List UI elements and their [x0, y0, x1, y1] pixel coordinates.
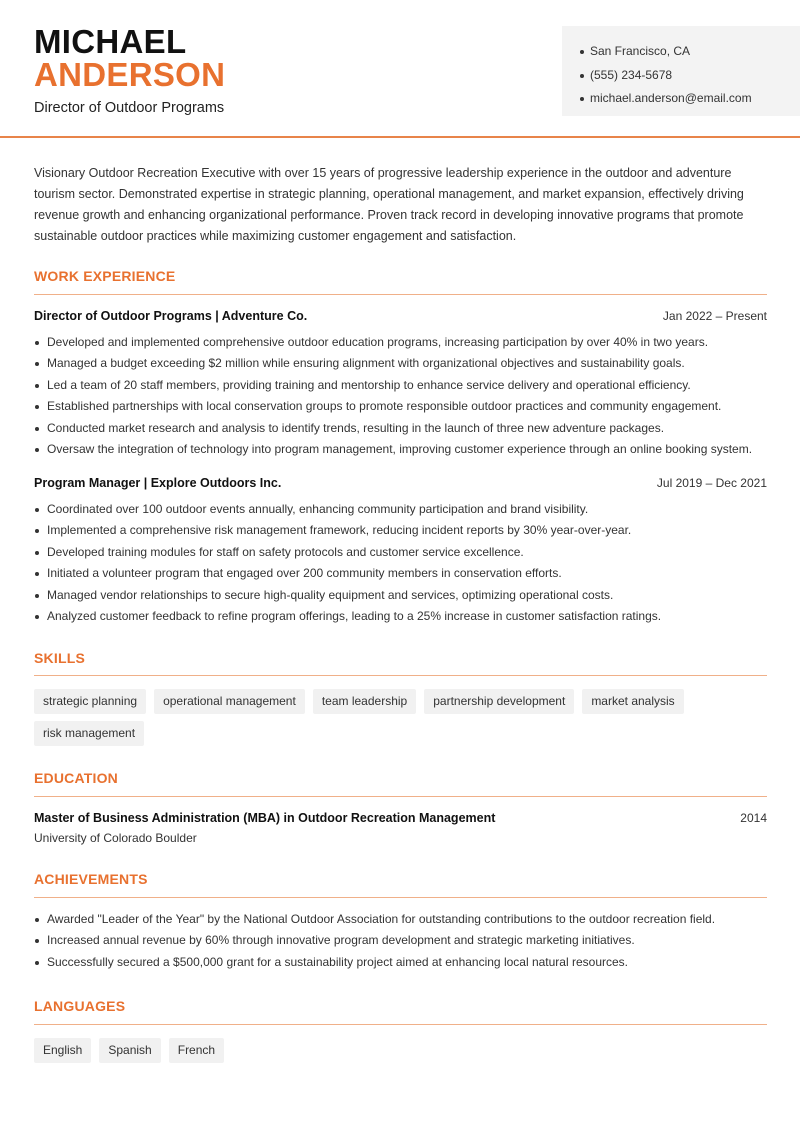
summary: Visionary Outdoor Recreation Executive with over 15 years of progressive leadership experience in the outdoor and adventure tourism sector. Demonstrated expertise in strategic planning, operational management, and market expansion, effectively driving revenue growth and enhancing organizational performance. Proven track record in developing innovative programs that promote sustainable outdoor practices while maximizing customer engagement and satisfaction.	[34, 166, 744, 243]
list-item: Managed a budget exceeding $2 million while ensuring alignment with organizational objectives and sustainability goals.	[34, 353, 774, 374]
list-item: Analyzed customer feedback to refine program offerings, leading to a 25% increase in customer satisfaction ratings.	[34, 606, 774, 627]
job-title: Director of Outdoor Programs	[34, 100, 225, 116]
job-bullets	[34, 332, 774, 460]
contact-list	[580, 40, 800, 111]
skills-heading: SKILLS	[34, 650, 85, 666]
job-dates: Jul 2019 – Dec 2021	[656, 476, 767, 490]
achievements-list	[34, 909, 774, 973]
last-name: ANDERSON	[34, 56, 226, 93]
skill-chip: strategic planning	[34, 689, 146, 714]
skill-chip: team leadership	[313, 689, 416, 714]
first-name: MICHAEL	[34, 23, 187, 60]
language-chip: Spanish	[99, 1038, 160, 1063]
job-role: Director of Outdoor Programs | Adventure Co.	[34, 309, 308, 323]
education-header	[34, 811, 767, 829]
contact-location: San Francisco, CA	[580, 40, 800, 64]
contact-phone: (555) 234-5678	[580, 64, 800, 88]
section-divider	[34, 1024, 767, 1025]
achievements-heading: ACHIEVEMENTS	[34, 871, 148, 887]
list-item: Conducted market research and analysis to identify trends, resulting in the launch of three new adventure packages.	[34, 418, 774, 439]
job-role: Program Manager | Explore Outdoors Inc.	[34, 476, 282, 490]
degree: Master of Business Administration (MBA) in Outdoor Recreation Management	[34, 811, 496, 825]
list-item: Awarded "Leader of the Year" by the National Outdoor Association for outstanding contributions to the outdoor recreation field.	[34, 909, 774, 930]
resume-header	[0, 0, 800, 138]
job-bullets	[34, 499, 774, 627]
skills-list	[34, 689, 774, 746]
languages-heading: LANGUAGES	[34, 998, 126, 1014]
skill-chip: operational management	[154, 689, 305, 714]
list-item: Led a team of 20 staff members, providing training and mentorship to enhance service delivery and operational efficiency.	[34, 375, 774, 396]
list-item: Established partnerships with local conservation groups to promote responsible outdoor practices and community engagement.	[34, 396, 774, 417]
school-name: University of Colorado Boulder	[34, 831, 197, 845]
job-header	[34, 309, 767, 327]
list-item: Successfully secured a $500,000 grant for a sustainability project aimed at enhancing local natural resources.	[34, 952, 774, 973]
contact-email[interactable]: michael.anderson@email.com	[580, 87, 800, 111]
list-item: Oversaw the integration of technology into program management, improving customer experience through an online booking system.	[34, 439, 774, 460]
language-chip: English	[34, 1038, 91, 1063]
list-item: Developed and implemented comprehensive outdoor education programs, increasing participation by over 40% in two years.	[34, 332, 774, 353]
skill-chip: partnership development	[424, 689, 574, 714]
list-item: Managed vendor relationships to secure high-quality equipment and services, optimizing operational costs.	[34, 585, 774, 606]
languages-list	[34, 1038, 774, 1063]
section-divider	[34, 675, 767, 676]
contact-box	[562, 26, 800, 116]
graduation-year: 2014	[740, 811, 767, 825]
work-experience-heading: WORK EXPERIENCE	[34, 268, 176, 284]
section-divider	[34, 294, 767, 295]
list-item: Initiated a volunteer program that engaged over 200 community members in conservation efforts.	[34, 563, 774, 584]
skill-chip: risk management	[34, 721, 144, 746]
section-divider	[34, 796, 767, 797]
list-item: Coordinated over 100 outdoor events annually, enhancing community participation and brand visibility.	[34, 499, 774, 520]
list-item: Increased annual revenue by 60% through innovative program development and strategic marketing initiatives.	[34, 930, 774, 951]
job-dates: Jan 2022 – Present	[662, 309, 767, 323]
education-heading: EDUCATION	[34, 770, 118, 786]
job-header	[34, 476, 767, 494]
language-chip: French	[169, 1038, 224, 1063]
skill-chip: market analysis	[582, 689, 683, 714]
list-item: Implemented a comprehensive risk management framework, reducing incident reports by 30% year-over-year.	[34, 520, 774, 541]
list-item: Developed training modules for staff on safety protocols and customer service excellence.	[34, 542, 774, 563]
section-divider	[34, 897, 767, 898]
